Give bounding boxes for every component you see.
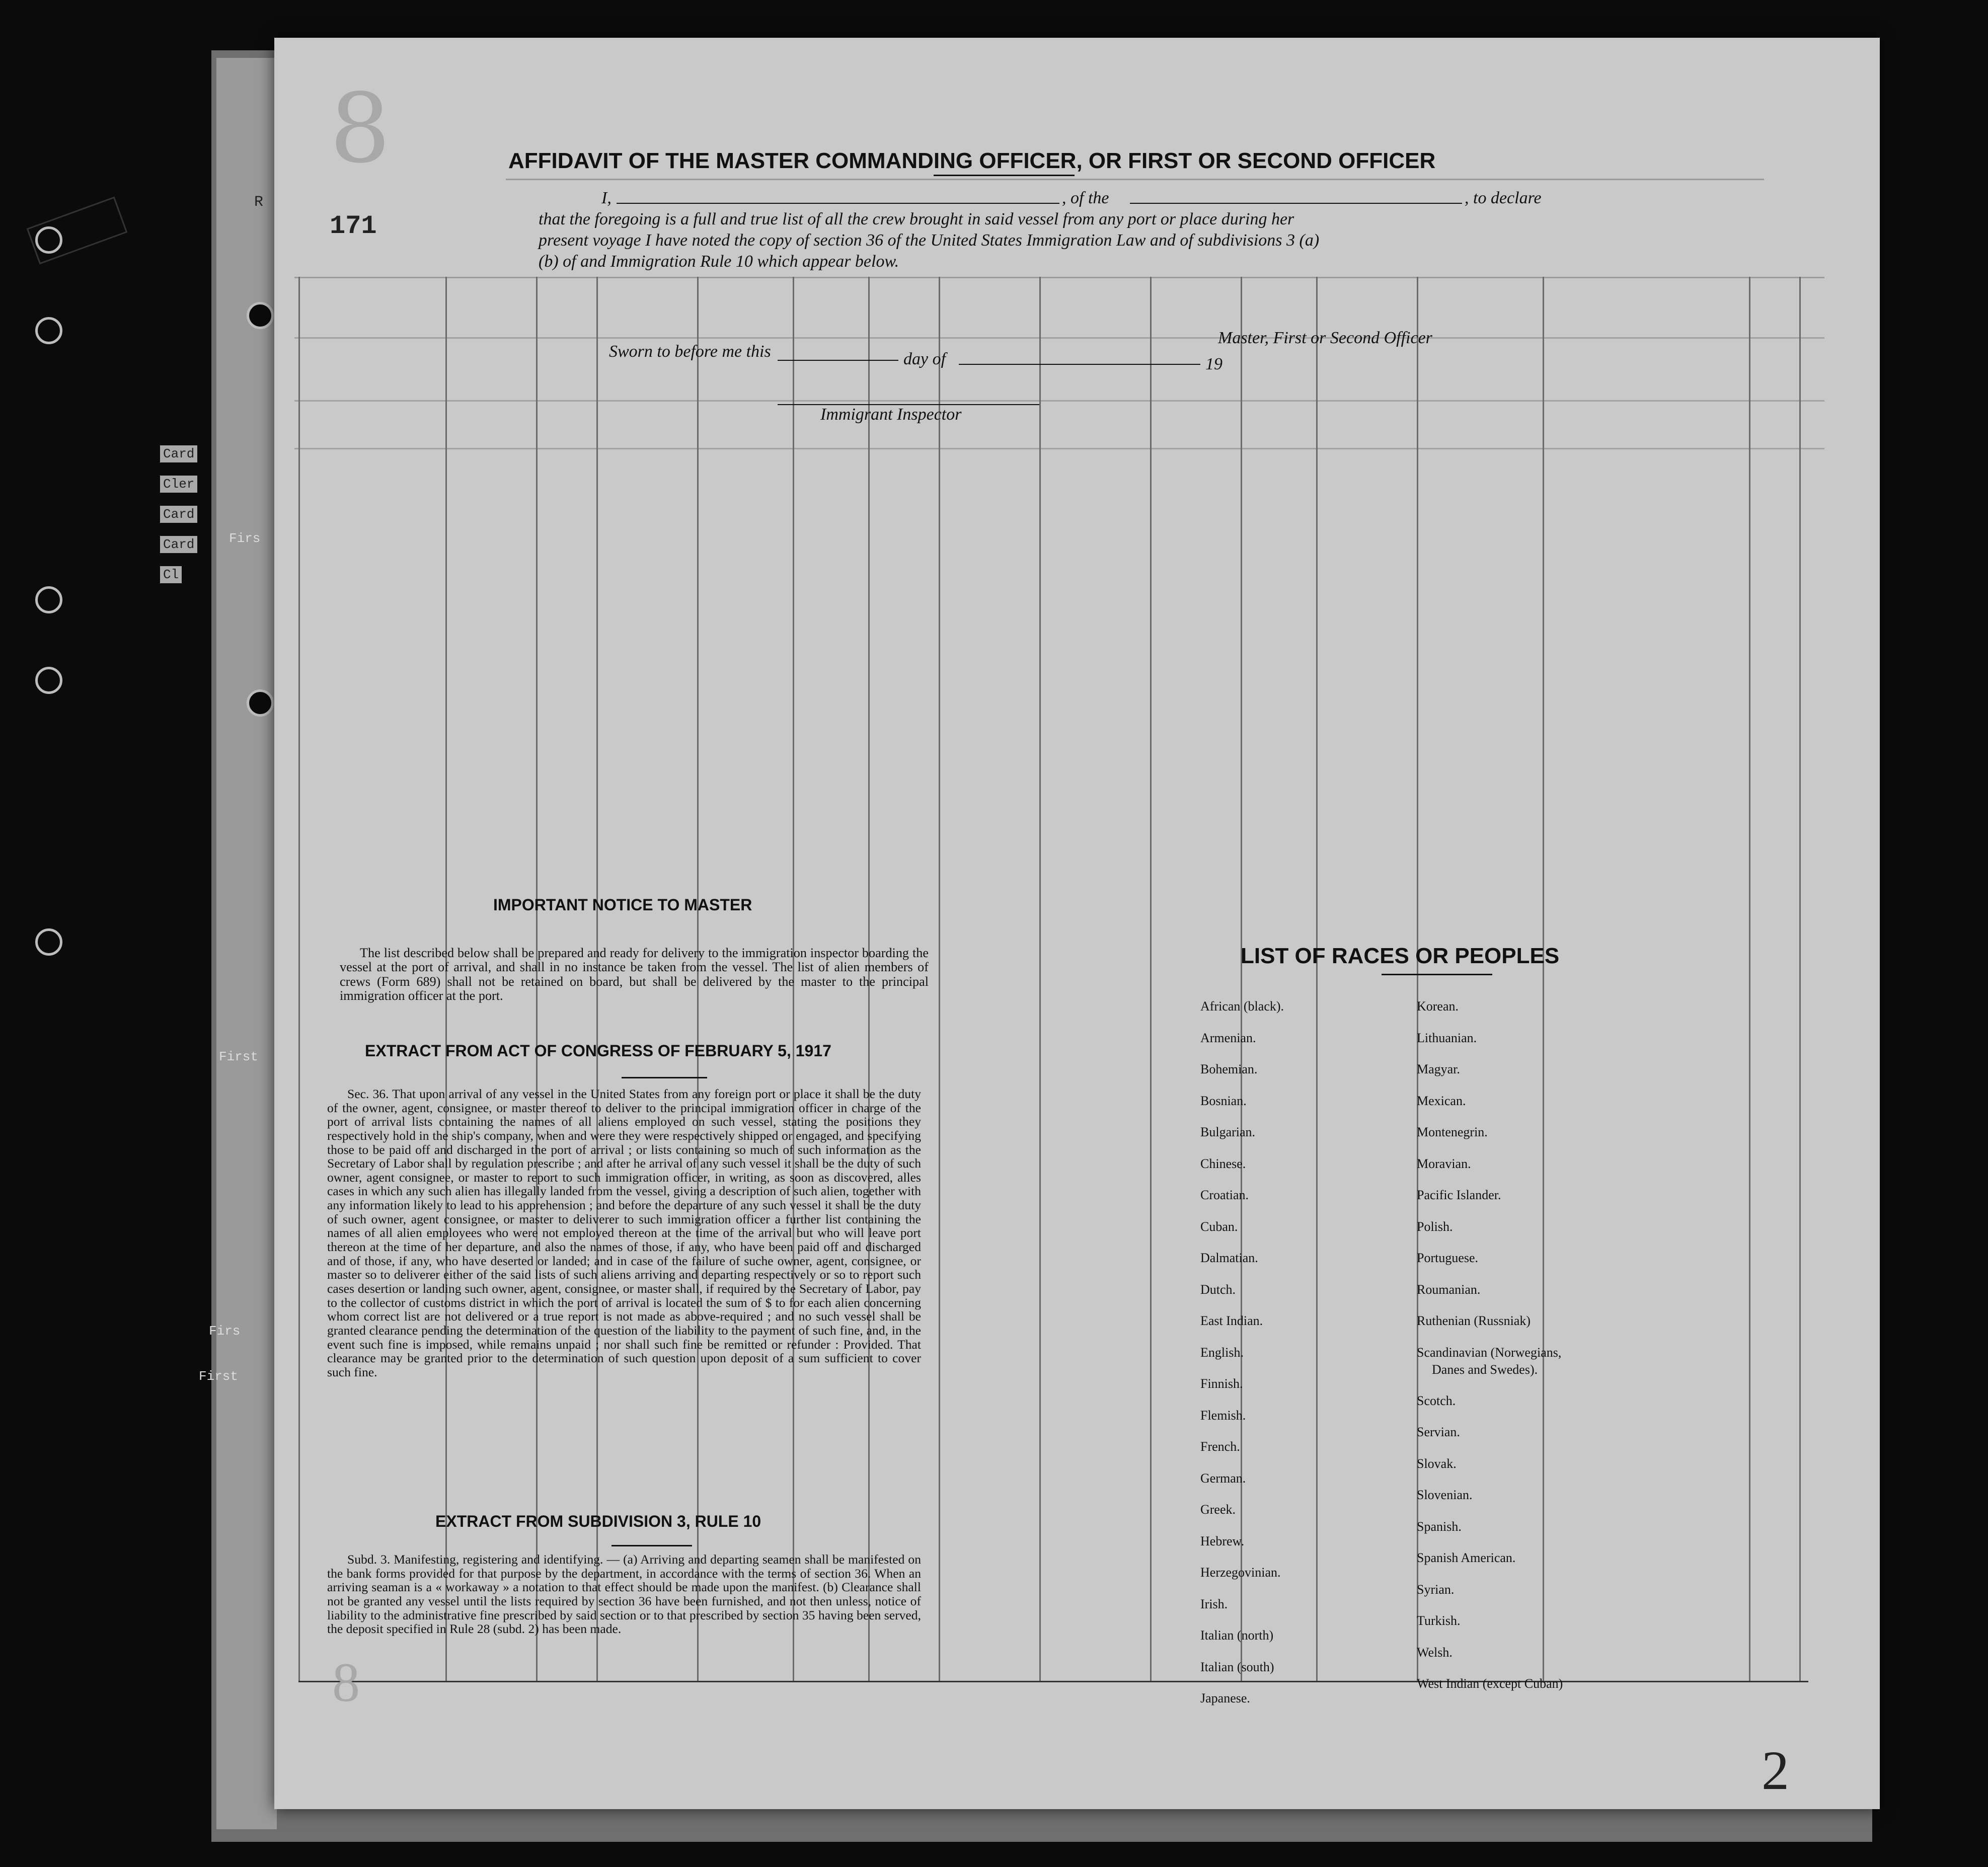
- margin-mark: R: [254, 194, 264, 211]
- affidavit-line1-start: I,: [601, 189, 611, 207]
- race-item: Chinese.: [1200, 1156, 1246, 1171]
- day-blank-line: [778, 360, 898, 361]
- race-item: Lithuanian.: [1417, 1030, 1477, 1045]
- race-item: Montenegrin.: [1417, 1125, 1488, 1139]
- margin-mark: Firs: [229, 531, 261, 546]
- table-column-line: [1150, 277, 1152, 1681]
- affidavit-line1-of-the: , of the: [1062, 189, 1109, 207]
- race-item: Polish.: [1417, 1219, 1453, 1234]
- table-column-line: [1316, 277, 1318, 1681]
- margin-mark: Card: [160, 536, 197, 553]
- race-item: Slovak.: [1417, 1456, 1457, 1471]
- race-item: German.: [1200, 1470, 1246, 1486]
- races-list-right: [1417, 999, 1563, 1708]
- race-item: Armenian.: [1200, 1030, 1256, 1045]
- table-bottom-rule: [298, 1681, 1808, 1682]
- handwritten-page-number-bottom: 8: [332, 1652, 360, 1713]
- race-item: Scandinavian (Norwegians,: [1417, 1345, 1562, 1360]
- race-item: French.: [1200, 1439, 1240, 1454]
- race-item: Magyar.: [1417, 1062, 1460, 1076]
- race-item: Herzegovinian.: [1200, 1565, 1281, 1580]
- margin-mark: Cl: [160, 566, 182, 583]
- stamp-number: 171: [330, 211, 377, 241]
- race-item: Spanish American.: [1417, 1550, 1516, 1565]
- punch-hole: [35, 317, 62, 344]
- race-item: Slovenian.: [1417, 1488, 1473, 1502]
- affidavit-title: AFFIDAVIT OF THE MASTER COMMANDING OFFICER, OR FIRST OR SECOND OFFICER: [508, 148, 1436, 173]
- race-item: Irish.: [1200, 1596, 1228, 1611]
- notice-text: The list described below shall be prepared and ready for delivery to the immigration inspector boarding the vessel at the port of arrival, and shall in no instance be taken from the vessel. The list of alien members of crews (Form 689) shall not be retained on board, but shall be delivered by the master to the principal immigration officer at the port.: [340, 946, 929, 1003]
- race-item: Bulgarian.: [1200, 1125, 1256, 1139]
- ghost-rule: [294, 400, 1824, 402]
- affidavit-line1-end: , to declare: [1465, 189, 1542, 207]
- notice-title: IMPORTANT NOTICE TO MASTER: [493, 896, 752, 914]
- race-item: Bosnian.: [1200, 1093, 1247, 1108]
- margin-mark: Firs: [209, 1324, 241, 1339]
- title-underline: [934, 175, 1075, 176]
- race-item: Mexican.: [1417, 1093, 1466, 1108]
- punch-hole: [35, 586, 62, 613]
- ghost-rule: [294, 277, 1824, 278]
- margin-mark: Card: [160, 506, 197, 523]
- table-column-line: [298, 277, 300, 1681]
- race-item: Scotch.: [1417, 1393, 1456, 1408]
- race-item: English.: [1200, 1345, 1244, 1360]
- table-column-line: [1039, 277, 1041, 1681]
- race-item: Pacific Islander.: [1417, 1188, 1501, 1202]
- races-title: LIST OF RACES OR PEOPLES: [1241, 944, 1560, 968]
- act-extract-title: EXTRACT FROM ACT OF CONGRESS OF FEBRUARY 5, 1917: [365, 1042, 831, 1060]
- race-item: West Indian (except Cuban): [1417, 1676, 1563, 1691]
- ghost-rule: [294, 337, 1824, 339]
- year-label: 19: [1205, 355, 1222, 373]
- affidavit-page: [274, 38, 1880, 1809]
- margin-mark: First: [199, 1369, 239, 1384]
- race-item: Servian.: [1417, 1425, 1460, 1439]
- race-item: Dalmatian.: [1200, 1251, 1258, 1265]
- punch-hole: [247, 302, 274, 329]
- race-item: Greek.: [1200, 1502, 1236, 1517]
- ghost-rule: [294, 448, 1824, 449]
- race-item: Finnish.: [1200, 1376, 1243, 1391]
- margin-mark: Cler: [160, 476, 197, 493]
- race-item: Flemish.: [1200, 1408, 1246, 1423]
- affidavit-line3: present voyage I have noted the copy of section 36 of the United States Immigration Law and of subdivisions 3 (a): [539, 231, 1320, 250]
- race-item: Dutch.: [1200, 1282, 1236, 1297]
- table-column-line: [939, 277, 940, 1681]
- race-item: Croatian.: [1200, 1188, 1249, 1202]
- margin-mark: First: [219, 1049, 259, 1064]
- race-item: Hebrew.: [1200, 1533, 1245, 1548]
- handwritten-corner-mark: 2: [1762, 1740, 1789, 1801]
- act-extract-text: Sec. 36. That upon arrival of any vessel in the United States from any foreign port or place it shall be the duty of the owner, agent, consignee, or master thereof to deliver to the principal immigration officer in charge of the port of arrival lists containing the names of all aliens employed on such vessel, stating the positions they respectively hold in the ship's company, when and were they were respectively shipped or engaged, and specifying those to be paid off and discharged in the port of arrival ; or lists containing so much of such information as the Secretary of Labor shall by regulation prescribe ; and after he arrival of any such vessel it shall be the duty of such owner, agent consignee, or master to report to such immigration officer, in writing, as soon as discovered, alles cases in which any such alien has illegally landed from the vessel, giving a description of such alien, together with any information likely to lead to his apprehension ; and before the departure of any such vessel it shall be the duty of such owner, agent consignee, or master to deliverer to such immigration officer a further list containing the names of all alien employees who were not employed thereon at the time of the arrival but who will leave port thereon at the time of her departure, and also the names of those, if any, who have been paid off and discharged and of those, if any, who have deserted or landed; and in case of the failure of suche owner, agent, consignee, or master so to deliverer either of the said lists of such aliens arriving and departing respectively or so to report such cases desertion or landing such owner, agent, consignee, or master shall, if required by the Secretary of Labor, pay to the collector of customs district in which the port of arrival is located the sum of $ to for each alien concerning whom correct list are not delivered or a true report is not made as above-required ; and no such vessel shall be granted clearance pending the determination of the question of the liability to the payment of such fine, and, in the event such fine is imposed, while remains unpaid ; nor shall such fine be remitted or refunder : Provided. That clearance may be granted prior to the determination of such question upon deposit of a sum sufficient to cover such fine.: [327, 1086, 921, 1379]
- margin-mark: Card: [160, 445, 197, 462]
- ghost-rule: [506, 179, 1764, 180]
- punch-hole: [35, 928, 62, 956]
- table-column-line: [1799, 277, 1801, 1681]
- race-item: Italian (north): [1200, 1628, 1274, 1643]
- rule-extract-title: EXTRACT FROM SUBDIVISION 3, RULE 10: [435, 1512, 761, 1530]
- race-item: Japanese.: [1200, 1691, 1250, 1705]
- races-list-left: [1200, 999, 1284, 1723]
- immigrant-inspector-label: Immigrant Inspector: [820, 405, 962, 424]
- race-item: African (black).: [1200, 999, 1284, 1014]
- race-item: Welsh.: [1417, 1645, 1452, 1660]
- race-item: Spanish.: [1417, 1519, 1462, 1534]
- race-item: Ruthenian (Russniak): [1417, 1313, 1531, 1328]
- race-item: Portuguese.: [1417, 1251, 1479, 1265]
- race-item: Moravian.: [1417, 1156, 1471, 1171]
- sworn-before-me: Sworn to before me this: [609, 342, 771, 361]
- race-item: Italian (south): [1200, 1659, 1274, 1674]
- race-item: Korean.: [1417, 999, 1459, 1014]
- punch-hole: [35, 667, 62, 694]
- races-title-underline: [1382, 974, 1492, 975]
- race-item: Syrian.: [1417, 1582, 1455, 1597]
- master-signature-label: Master, First or Second Officer: [1218, 329, 1432, 347]
- day-of-label: day of: [903, 350, 946, 368]
- name-blank-line: [617, 203, 1059, 204]
- race-item: Turkish.: [1417, 1613, 1461, 1628]
- act-title-underline: [622, 1077, 707, 1078]
- handwritten-page-number: 8: [330, 73, 391, 184]
- table-column-line: [1749, 277, 1750, 1681]
- race-item: Danes and Swedes).: [1432, 1362, 1538, 1377]
- vessel-blank-line: [1130, 203, 1462, 204]
- rule-title-underline: [611, 1545, 692, 1546]
- race-item: East Indian.: [1200, 1313, 1263, 1328]
- race-item: Bohemian.: [1200, 1062, 1258, 1076]
- punch-hole: [247, 689, 274, 717]
- affidavit-line4: (b) of and Immigration Rule 10 which appear below.: [539, 252, 899, 271]
- affidavit-line2: that the foregoing is a full and true list of all the crew brought in said vessel from any port or place during her: [539, 210, 1294, 228]
- rule-extract-text: Subd. 3. Manifesting, registering and identifying. — (a) Arriving and departing seamen shall be manifested on the bank forms provided for that purpose by the department, in accordance with the terms of section 36. When an arriving seaman is a « workaway » a notation to that effect should be made upon the manifest. (b) Clearance shall not be granted any vessel until the lists required by section 36 have been furnished, and not then unless, notice of liability to the administrative fine prescribed by said section or to that prescribed by section 35 having been served, the deposit specified in Rule 28 (subd. 2) has been made.: [327, 1552, 921, 1637]
- race-item: Cuban.: [1200, 1219, 1238, 1234]
- month-blank-line: [959, 364, 1200, 365]
- race-item: Roumanian.: [1417, 1282, 1481, 1297]
- punch-hole: [35, 226, 62, 254]
